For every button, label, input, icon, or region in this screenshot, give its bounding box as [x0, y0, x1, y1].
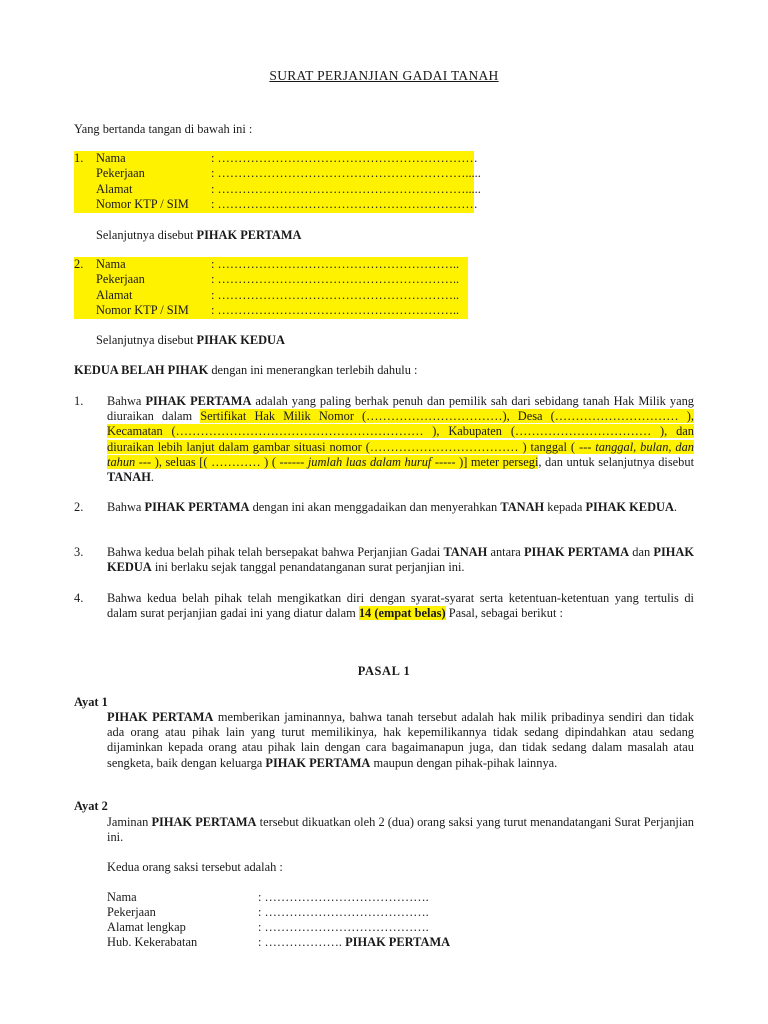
witness-address-field: : …………………………………. — [258, 920, 429, 934]
document-title: SURAT PERJANJIAN GADAI TANAH — [269, 68, 499, 83]
ayat-2-label: Ayat 2 — [74, 799, 108, 813]
party-2-designation-name: PIHAK KEDUA — [196, 333, 285, 347]
witness-name-label: Nama — [107, 890, 137, 904]
article-count-highlight: 14 (empat belas) — [358, 606, 446, 621]
point-1-highlight: Sertifikat Hak Milik Nomor (……………………………), Desa (………………………… ), Kecamatan (…………………………………………………… ), Kabupaten (…………………………… ), dan diuraikan lebih lanjut dalam gambar situasi nomor (……………………………… ) tanggal ( --- tanggal, bulan, dan tahun --- ), seluas [( ………… ) ( ------ jumlah luas dalam huruf ----- )] meter persegi — [107, 409, 695, 469]
point-2-text: Bahwa PIHAK PERTAMA dengan ini akan menggadaikan dan menyerahkan TANAH kepada PIHAK KEDUA. — [107, 500, 678, 514]
party-2-id-label: Nomor KTP / SIM — [96, 303, 189, 317]
witness-job-label: Pekerjaan — [107, 905, 156, 919]
ayat-1-label: Ayat 1 — [74, 695, 108, 709]
recital-heading: KEDUA BELAH PIHAK dengan ini menerangkan terlebih dahulu : — [74, 363, 418, 377]
party-2-address-field: : ………………………………………………….. — [211, 288, 460, 302]
party-2-number: 2. — [74, 257, 84, 271]
party-1-id-label: Nomor KTP / SIM — [96, 197, 189, 211]
party-1-job-field: : ……………………………………………………..... — [211, 166, 481, 180]
party-1-id-field: : ……………………………………………………… — [211, 197, 478, 211]
witness-intro: Kedua orang saksi tersebut adalah : — [107, 860, 283, 874]
party-1-name-label: Nama — [96, 151, 126, 165]
party-2-job-field: : ………………………………………………….. — [211, 272, 460, 286]
party-2-designation: Selanjutnya disebut PIHAK KEDUA — [96, 333, 285, 347]
party-1-address-field: : ……………………………………………………..... — [211, 182, 481, 196]
party-1-job-label: Pekerjaan — [96, 166, 145, 180]
witness-relation-field: : ………………. PIHAK PERTAMA — [258, 935, 451, 949]
party-1-number: 1. — [74, 151, 84, 165]
party-2-address-label: Alamat — [96, 288, 133, 302]
party-2-name-label: Nama — [96, 257, 126, 271]
party-2-name-field: : ………………………………………………….. — [211, 257, 460, 271]
party-2-job-label: Pekerjaan — [96, 272, 145, 286]
witness-relation-label: Hub. Kekerabatan — [107, 935, 198, 949]
witness-job-field: : …………………………………. — [258, 905, 429, 919]
party-1-address-label: Alamat — [96, 182, 133, 196]
point-1-number: 1. — [74, 394, 84, 408]
ayat-2-text: Jaminan PIHAK PERTAMA tersebut dikuatkan oleh 2 (dua) orang saksi yang turut menandatangani Surat Perjanjian ini. — [107, 815, 694, 845]
point-1-text: Bahwa PIHAK PERTAMA adalah yang paling berhak penuh dan pemilik sah dari sebidang tanah Hak Milik yang diuraikan dalam Sertifikat Hak Milik Nomor (……………………………), Desa (………………………… ), Kecamatan (…………………………………………………… ), Kabupaten (…………………………… ), dan diuraikan lebih lanjut dalam gambar situasi nomor (……………………………… ) tanggal ( --- tanggal, bulan, dan tahun --- ), seluas [( ………… ) ( ------ jumlah luas dalam huruf ----- )] meter persegi, dan untuk selanjutnya disebut TANAH. — [107, 394, 695, 485]
point-3-number: 3. — [74, 545, 84, 559]
party-2-id-field: : ………………………………………………….. — [211, 303, 460, 317]
party-1-designation-name: PIHAK PERTAMA — [196, 228, 302, 242]
party-1-designation: Selanjutnya disebut PIHAK PERTAMA — [96, 228, 302, 242]
point-3-text: Bahwa kedua belah pihak telah bersepakat bahwa Perjanjian Gadai TANAH antara PIHAK PERTAMA dan PIHAK KEDUA ini berlaku sejak tanggal penandatanganan surat perjanjian ini. — [107, 545, 694, 575]
point-4-number: 4. — [74, 591, 84, 605]
party-1-name-field: : ……………………………………………………… — [211, 151, 478, 165]
intro-text: Yang bertanda tangan di bawah ini : — [74, 122, 253, 136]
point-2-number: 2. — [74, 500, 84, 514]
witness-name-field: : …………………………………. — [258, 890, 429, 904]
witness-address-label: Alamat lengkap — [107, 920, 186, 934]
point-4-text: Bahwa kedua belah pihak telah mengikatkan diri dengan syarat-syarat serta ketentuan-ketentuan yang tertulis di dalam surat perjanjian gadai ini yang diatur dalam 14 (empat belas) Pasal, sebagai berikut : — [107, 591, 694, 621]
pasal-1-heading: PASAL 1 — [357, 664, 411, 678]
ayat-1-text: PIHAK PERTAMA memberikan jaminannya, bahwa tanah tersebut adalah hak milik pribadinya sendiri dan tidak ada orang atau pihak lain yang turut memilikinya, hak kepemilikannya tidak sedang dipindahkan atau sedang dijaminkan kepada orang atau pihak lain dengan cara bagaimanapun juga, dan tidak sedang dalam masalah atau sengketa, baik dengan keluarga PIHAK PERTAMA maupun dengan pihak-pihak lainnya. — [107, 710, 694, 770]
